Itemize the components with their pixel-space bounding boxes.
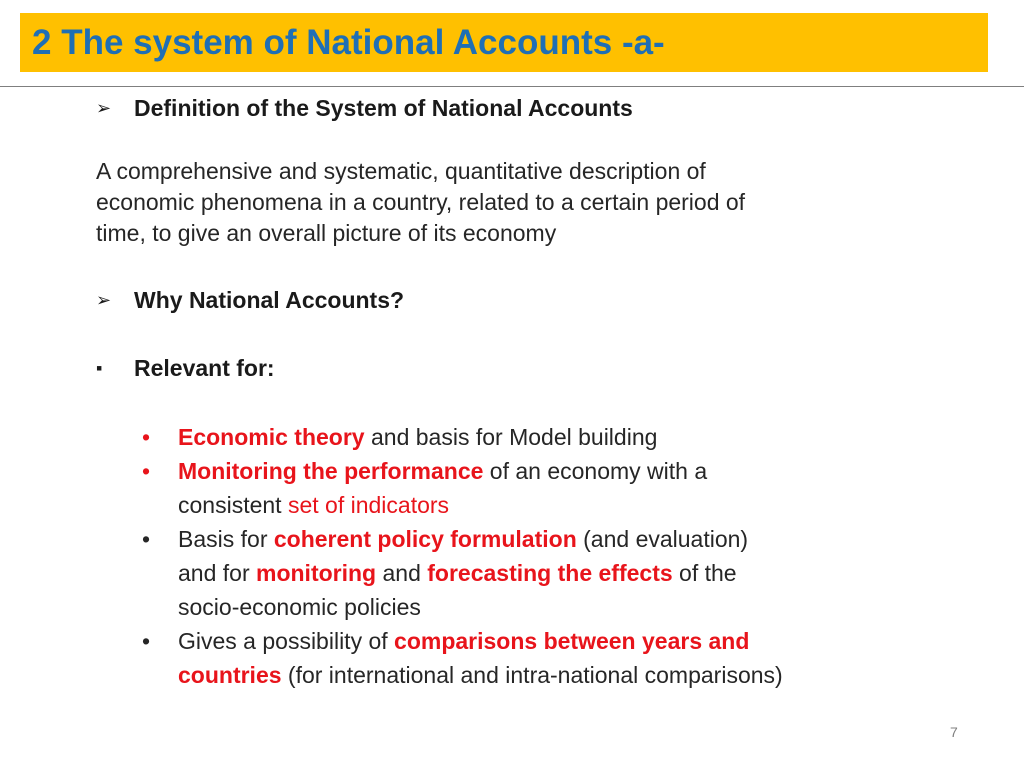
- arrow-bullet-icon: ➢: [96, 290, 112, 310]
- economic-theory-text: Economic theory: [178, 424, 365, 450]
- definition-line-1: A comprehensive and systematic, quantitative description of: [96, 158, 706, 184]
- list-item-text: and basis for Model building: [364, 424, 658, 450]
- comparisons-text: comparisons between years and: [394, 628, 750, 654]
- list-item: [142, 420, 982, 454]
- bullet-dot-icon: •: [142, 424, 151, 450]
- why-heading-text: Why National Accounts?: [134, 287, 405, 313]
- definition-line-2: economic phenomena in a country, related to a certain period of: [96, 189, 746, 215]
- why-heading: [96, 286, 404, 314]
- list-item-text: (for international and intra-national comparisons): [281, 662, 783, 688]
- definition-paragraph: [96, 156, 916, 249]
- square-bullet-icon: ▪: [96, 358, 103, 378]
- arrow-bullet-icon: ➢: [96, 98, 112, 118]
- list-item-text: consistent: [178, 492, 288, 518]
- relevant-heading: [96, 354, 275, 382]
- list-item: [142, 522, 982, 624]
- list-item: [142, 624, 982, 692]
- relevance-list: [142, 420, 982, 692]
- relevant-heading-text: Relevant for:: [134, 355, 275, 381]
- monitoring-text: monitoring: [256, 560, 377, 586]
- bullet-dot-icon: •: [142, 458, 151, 484]
- list-item-text: of an economy with a: [483, 458, 708, 484]
- forecasting-text: forecasting the effects: [427, 560, 673, 586]
- definition-heading: [96, 94, 633, 122]
- monitoring-performance-text: Monitoring the performance: [178, 458, 484, 484]
- list-item-text: and: [376, 560, 428, 586]
- list-item: [142, 454, 982, 522]
- bullet-dot-icon: •: [142, 526, 151, 552]
- slide-title: 2 The system of National Accounts -a-: [32, 23, 665, 62]
- list-item-text: (and evaluation): [576, 526, 749, 552]
- definition-heading-text: Definition of the System of National Accounts: [134, 95, 633, 121]
- list-item-text: Basis for: [178, 526, 274, 552]
- list-item-text: and for: [178, 560, 256, 586]
- set-of-indicators-text: set of indicators: [287, 492, 450, 518]
- list-item-text: Gives a possibility of: [178, 628, 395, 654]
- title-bar: [20, 13, 988, 72]
- definition-line-3: time, to give an overall picture of its economy: [96, 220, 557, 246]
- title-divider: [0, 86, 1024, 87]
- list-item-text: of the: [672, 560, 737, 586]
- page-number: 7: [950, 724, 958, 740]
- list-item-text: socio-economic policies: [178, 594, 421, 620]
- countries-text: countries: [178, 662, 282, 688]
- coherent-policy-text: coherent policy formulation: [273, 526, 577, 552]
- bullet-dot-icon: •: [142, 628, 151, 654]
